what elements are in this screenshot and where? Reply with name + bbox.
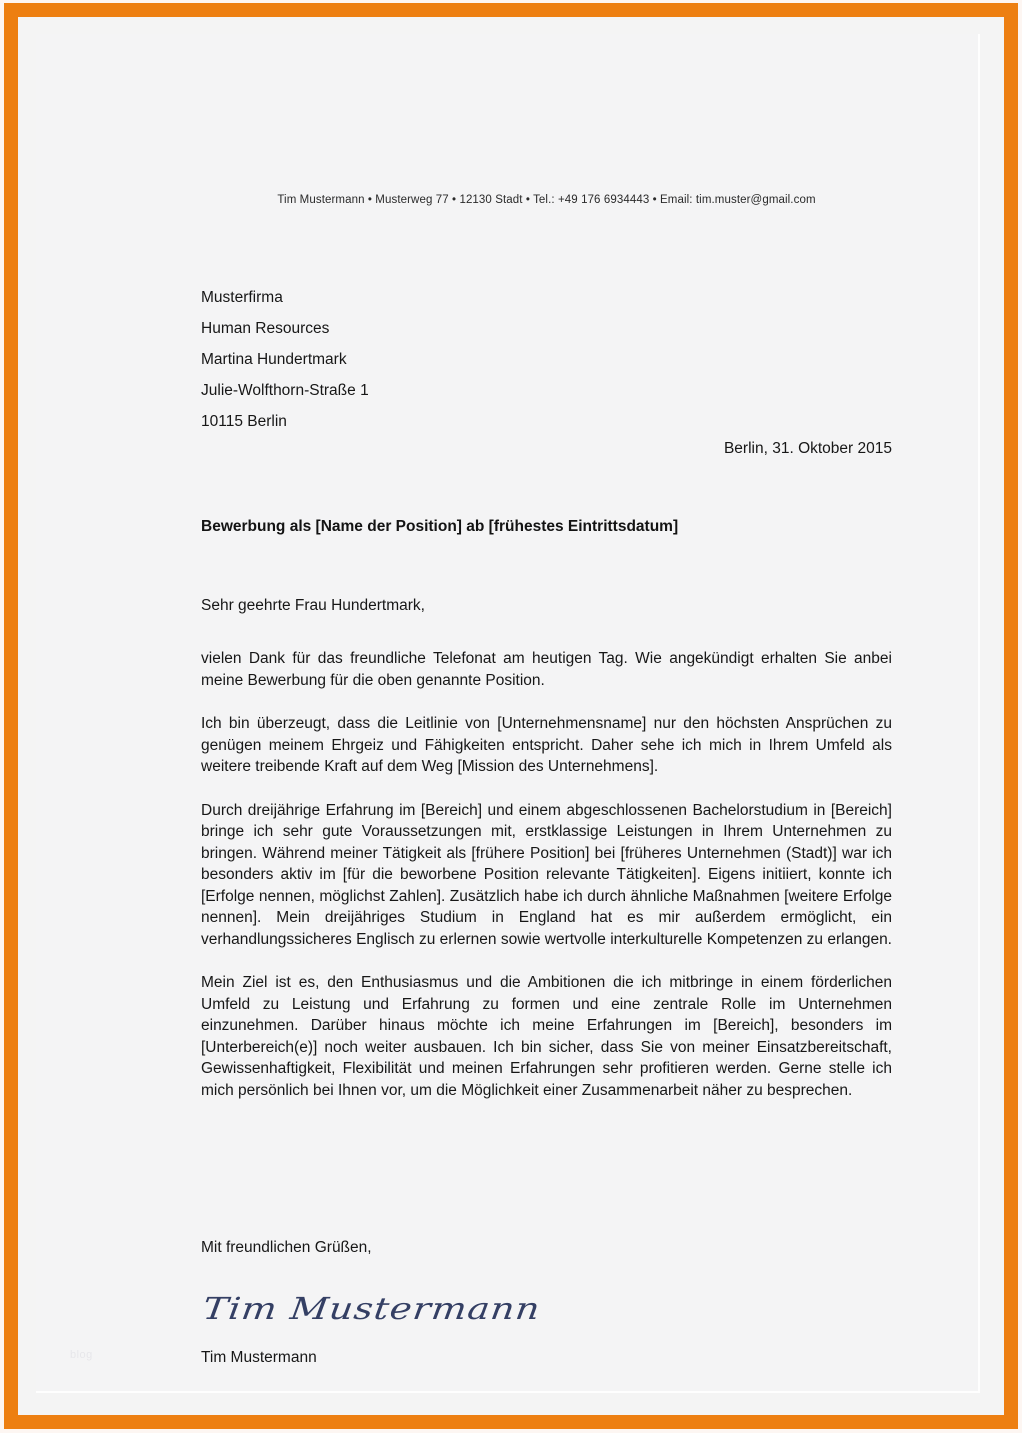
letter-sheet — [36, 34, 980, 1393]
recipient-line-department: Human Resources — [201, 320, 330, 337]
sender-contact-line: Tim Mustermann • Musterweg 77 • 12130 Stadt • Tel.: +49 176 6934443 • Email: tim.muster@gmail.com — [277, 194, 816, 206]
paragraph-4: Mein Ziel ist es, den Enthusiasmus und die Ambitionen die ich mitbringe in einem förderlichen Umfeld zu Leistung und Erfahrung zu formen und eine zentrale Rolle im Unternehmen einzunehmen. Darüber hinaus möchte ich meine Erfahrungen im [Bereich], besonders im [Unterbereich(e)] noch weiter ausbauen. Ich bin sicher, dass Sie von meiner Einsatzbereitschaft, Gewissenhaftigkeit, Flexibilität und meinen Erfahrungen sehr profitieren werden. Gerne stelle ich mich persönlich bei Ihnen vor, um die Möglichkeit einer Zusammenarbeit näher zu besprechen. — [201, 974, 892, 1099]
recipient-line-company: Musterfirma — [201, 289, 283, 306]
recipient-line-street: Julie-Wolfthorn-Straße 1 — [201, 382, 369, 399]
watermark-text: blog — [70, 1349, 93, 1361]
paragraph-3: Durch dreijährige Erfahrung im [Bereich] und einem abgeschlossenen Bachelorstudium in [Bereich] bringe ich sehr gute Voraussetzungen mit, erstklassige Leistungen in Ihrem Unternehmen zu bringen. Während meiner Tätigkeit als [frühere Position] bei [früheres Unternehmen (Stadt)] war ich besonders aktiv im [für die beworbene Position relevante Tätigkeiten]. Eigens initiiert, konnte ich [Erfolge nennen, möglichst Zahlen]. Zusätzlich habe ich durch ähnliche Maßnahmen [weitere Erfolge nennen]. Mein dreijähriges Studium in England hat es mir außerdem ermöglicht, ein verhandlungssicheres Englisch zu erlernen sowie wertvolle interkulturelle Kompetenzen zu erlangen. — [201, 801, 892, 948]
recipient-address-block — [201, 282, 369, 437]
date-line: Berlin, 31. Oktober 2015 — [723, 440, 892, 457]
printed-signer-name: Tim Mustermann — [201, 1349, 317, 1366]
recipient-line-person: Martina Hundertmark — [201, 351, 347, 368]
handwritten-signature: Tim Mustermann — [200, 1290, 543, 1327]
subject-line: Bewerbung als [Name der Position] ab [frühestes Eintrittsdatum] — [201, 518, 679, 535]
salutation: Sehr geehrte Frau Hundertmark, — [201, 597, 425, 614]
letter-paragraphs — [201, 648, 892, 1101]
paragraph-2: Ich bin überzeugt, dass die Leitlinie von [Unternehmensname] nur den höchsten Ansprüchen zu genügen meinem Ehrgeiz und Fähigkeiten entspricht. Daher sehe ich mich in Ihrem Umfeld als weitere treibende Kraft auf dem Weg [Mission des Unternehmens]. — [201, 715, 892, 775]
orange-page-border — [4, 3, 1018, 1429]
recipient-line-city: 10115 Berlin — [201, 413, 287, 430]
closing-line: Mit freundlichen Grüßen, — [201, 1239, 372, 1256]
paragraph-1: vielen Dank für das freundliche Telefonat am heutigen Tag. Wie angekündigt erhalten Sie anbei meine Bewerbung für die oben genannte Position. — [201, 650, 892, 689]
